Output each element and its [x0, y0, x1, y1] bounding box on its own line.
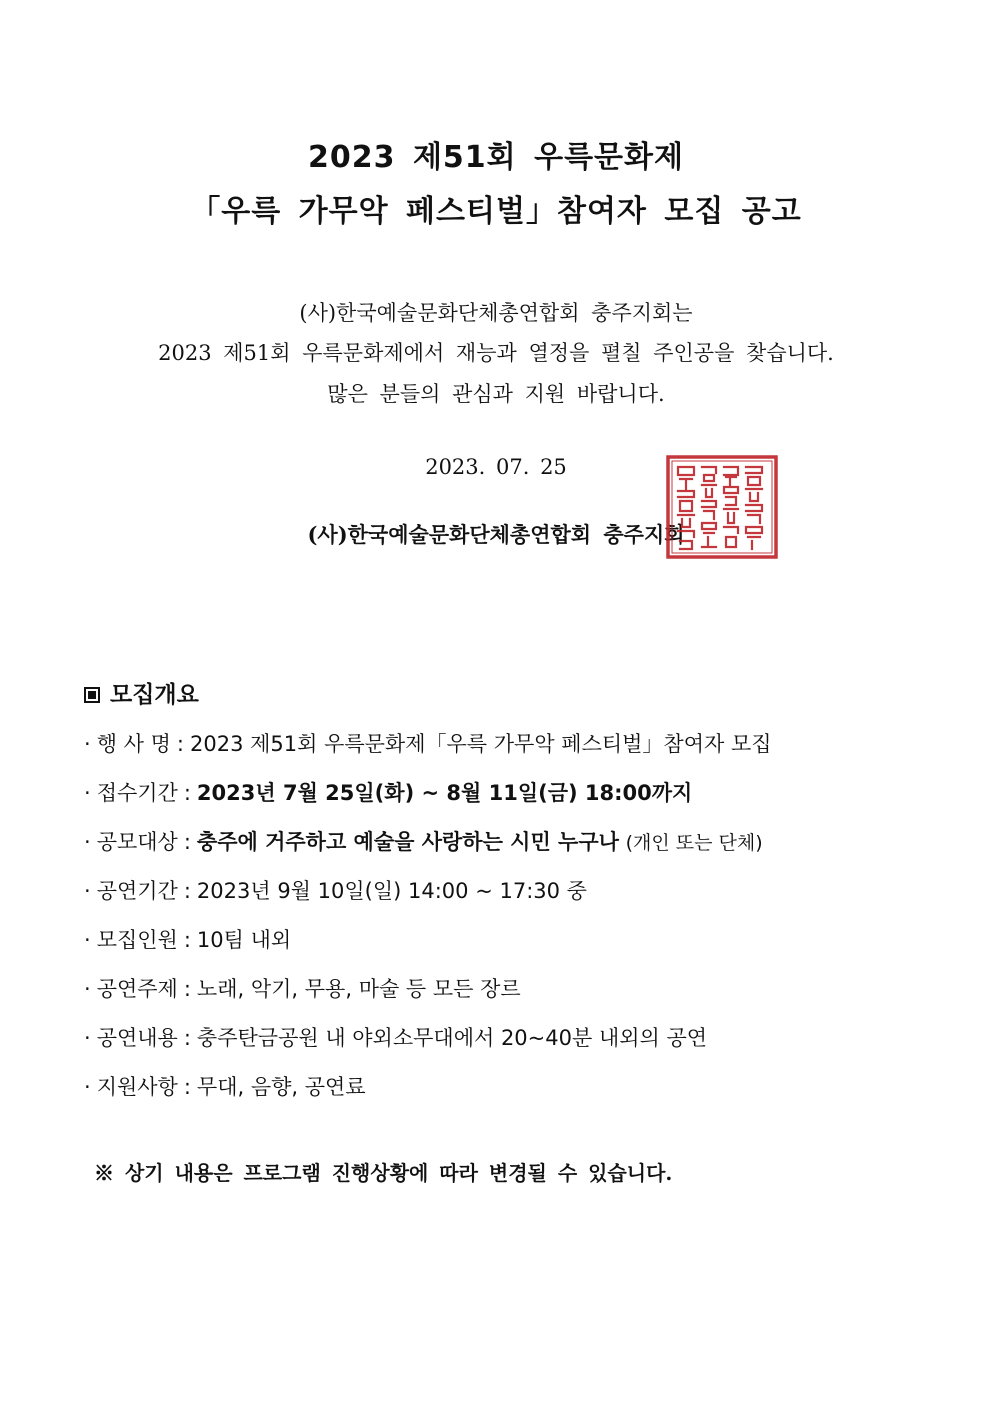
- organization-signature: (사)한국예술문화단체총연합회 충주지회: [307, 522, 685, 547]
- bullet: ·: [84, 977, 91, 1001]
- list-item: [84, 826, 772, 875]
- title-line-1: 2023 제51회 우륵문화제: [308, 140, 684, 175]
- bullet: ·: [84, 1026, 91, 1050]
- title-line-2: 「우륵 가무악 페스티벌」참여자 모집 공고: [190, 194, 802, 229]
- intro-line-1: (사)한국예술문화단체총연합회 충주지회는: [299, 301, 693, 325]
- section-heading: [84, 680, 199, 710]
- bullet: ·: [84, 1075, 91, 1099]
- item-value: 2023 제51회 우륵문화제「우륵 가무악 페스티벌」참여자 모집: [189, 732, 772, 756]
- filled-square-icon: [84, 687, 100, 703]
- issue-date: 2023. 07. 25: [425, 455, 567, 479]
- separator: :: [183, 1026, 191, 1050]
- intro-line-2: 2023 제51회 우륵문화제에서 재능과 열정을 펼칠 주인공을 찾습니다.: [158, 341, 834, 365]
- separator: :: [183, 781, 191, 805]
- bullet: ·: [84, 928, 91, 952]
- item-label: 공연기간: [96, 879, 178, 903]
- official-seal-icon: [666, 455, 778, 559]
- item-label: 지원사항: [96, 1075, 178, 1099]
- item-value: 2023년 9월 10일(일) 14:00 ~ 17:30 중: [196, 879, 587, 903]
- list-item: [84, 728, 772, 777]
- overview-list: [84, 728, 772, 1120]
- bullet: ·: [84, 830, 91, 854]
- bullet: ·: [84, 879, 91, 903]
- section-heading-text: 모집개요: [110, 682, 199, 708]
- item-value: 2023년 7월 25일(화) ~ 8월 11일(금) 18:00까지: [196, 781, 693, 805]
- separator: :: [176, 732, 184, 756]
- item-value: 10팀 내외: [196, 928, 292, 952]
- item-note: (개인 또는 단체): [625, 832, 763, 854]
- item-label: 공연주제: [96, 977, 178, 1001]
- change-notice: ※ 상기 내용은 프로그램 진행상황에 따라 변경될 수 있습니다.: [94, 1161, 673, 1185]
- list-item: [84, 973, 772, 1022]
- list-item: [84, 924, 772, 973]
- list-item: [84, 875, 772, 924]
- item-value: 충주에 거주하고 예술을 사랑하는 시민 누구나: [196, 830, 619, 854]
- bullet: ·: [84, 732, 91, 756]
- item-label: 행 사 명: [96, 732, 171, 756]
- bullet: ·: [84, 781, 91, 805]
- separator: :: [183, 879, 191, 903]
- item-label: 접수기간: [96, 781, 178, 805]
- separator: :: [183, 928, 191, 952]
- list-item: [84, 1071, 772, 1120]
- item-label: 공모대상: [96, 830, 178, 854]
- item-label: 모집인원: [96, 928, 178, 952]
- intro-line-3: 많은 분들의 관심과 지원 바랍니다.: [327, 382, 665, 406]
- list-item: [84, 777, 772, 826]
- list-item: [84, 1022, 772, 1071]
- item-value: 무대, 음향, 공연료: [196, 1075, 366, 1099]
- item-label: 공연내용: [96, 1026, 178, 1050]
- separator: :: [183, 1075, 191, 1099]
- separator: :: [183, 830, 191, 854]
- item-value: 노래, 악기, 무용, 마술 등 모든 장르: [196, 977, 521, 1001]
- separator: :: [183, 977, 191, 1001]
- item-value: 충주탄금공원 내 야외소무대에서 20~40분 내외의 공연: [196, 1026, 708, 1050]
